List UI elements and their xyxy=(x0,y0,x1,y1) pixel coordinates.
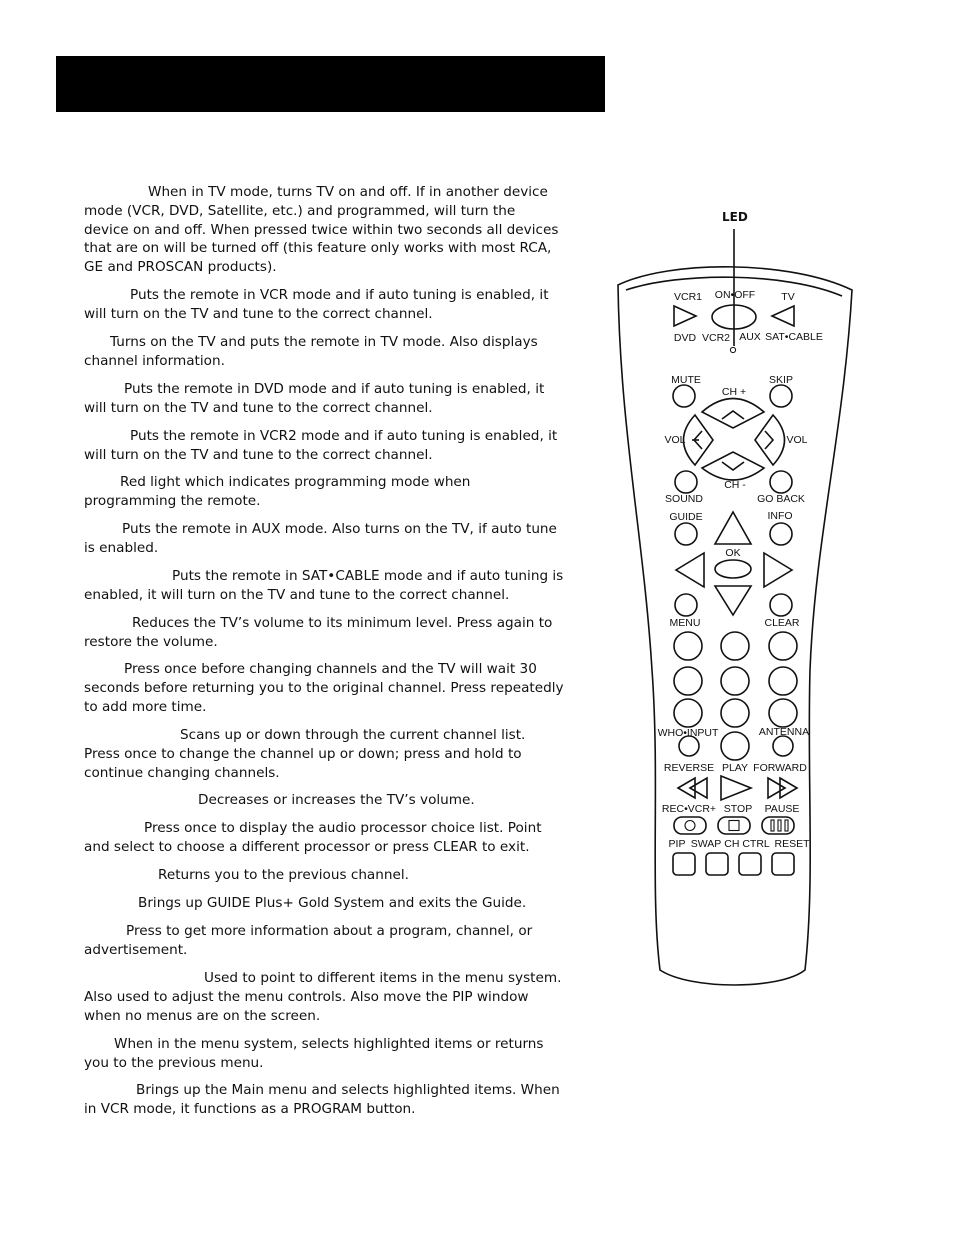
description-paragraph xyxy=(84,183,564,277)
ch-ctrl-button xyxy=(739,853,761,875)
arrow-up-button xyxy=(715,512,751,544)
number-button-0 xyxy=(721,732,749,760)
description-text: Decreases or increases the TV’s volume. xyxy=(198,792,475,808)
tv-button xyxy=(772,306,794,326)
description-paragraph xyxy=(84,969,564,1025)
vol-up-button xyxy=(755,415,785,465)
menu-button xyxy=(675,594,697,616)
description-paragraph xyxy=(84,1035,564,1073)
arrow-right-button xyxy=(764,553,792,587)
description-text: Brings up the Main menu and selects highlighted items. When in VCR mode, it functions as a PROGRAM button. xyxy=(84,1082,560,1117)
remote-illustration xyxy=(610,200,860,1000)
number-button-1 xyxy=(674,632,702,660)
guide-button xyxy=(675,523,697,545)
arrow-down-button xyxy=(715,586,751,615)
rec-vcr-button xyxy=(674,817,706,834)
description-text: Returns you to the previous channel. xyxy=(158,867,409,883)
description-text: Puts the remote in DVD mode and if auto tuning is enabled, it will turn on the TV and tune to the correct channel. xyxy=(84,381,545,416)
on-off-label: ON•OFF xyxy=(714,289,756,301)
rec-vcr-label: REC•VCR+ xyxy=(661,803,717,815)
description-paragraph xyxy=(84,427,564,465)
description-paragraph xyxy=(84,333,564,371)
menu-label: MENU xyxy=(669,617,701,629)
number-button-2 xyxy=(721,632,749,660)
clear-button xyxy=(770,594,792,616)
description-text: Turns on the TV and puts the remote in TV mode. Also displays channel information. xyxy=(84,334,538,369)
reverse-button xyxy=(678,778,707,798)
description-text: When in the menu system, selects highlighted items or returns you to the previous menu. xyxy=(84,1036,544,1071)
guide-label: GUIDE xyxy=(669,511,703,523)
description-text: Puts the remote in VCR2 mode and if auto tuning is enabled, it will turn on the TV and tune to the correct channel. xyxy=(84,428,558,463)
reverse-label: REVERSE xyxy=(663,762,715,774)
stop-button xyxy=(718,817,750,834)
go-back-label: GO BACK xyxy=(757,493,805,505)
description-paragraph xyxy=(84,866,564,885)
vcr2-label: VCR2 xyxy=(701,332,731,344)
swap-label: SWAP xyxy=(690,838,722,850)
vol-right-label: VOL xyxy=(786,434,808,446)
ch-ctrl-label: CH CTRL xyxy=(724,838,770,850)
led-label: LED xyxy=(722,210,748,224)
antenna-label: ANTENNA xyxy=(758,726,810,738)
description-text: When in TV mode, turns TV on and off. If in another device mode (VCR, DVD, Satellite, etc.) and programmed, will turn the device on and off. When pressed twice within two seconds all devices that are on will be turned off (this feature only works with most RCA, GE and PROSCAN products). xyxy=(84,184,559,276)
play-button xyxy=(721,776,751,800)
remote-body xyxy=(618,267,852,985)
description-text: Red light which indicates programming mode when programming the remote. xyxy=(84,474,471,509)
description-text: Press once to display the audio processor choice list. Point and select to choose a different processor or press CLEAR to exit. xyxy=(84,820,542,855)
play-label: PLAY xyxy=(721,762,749,774)
sound-label: SOUND xyxy=(665,493,703,505)
description-text: Puts the remote in SAT•CABLE mode and if auto tuning is enabled, it will turn on the TV and tune to the correct channel. xyxy=(84,568,564,603)
forward-label: FORWARD xyxy=(753,762,807,774)
mute-label: MUTE xyxy=(671,374,701,386)
number-button-5 xyxy=(721,667,749,695)
description-paragraph xyxy=(84,894,564,913)
arrow-left-button xyxy=(676,553,704,587)
clear-label: CLEAR xyxy=(764,617,800,629)
info-button xyxy=(770,523,792,545)
description-paragraph xyxy=(84,1081,564,1119)
ok-label: OK xyxy=(725,547,741,559)
number-button-4 xyxy=(674,667,702,695)
vol-left-label: VOL xyxy=(664,434,686,446)
vcr1-button xyxy=(674,306,696,326)
description-paragraph xyxy=(84,380,564,418)
skip-label: SKIP xyxy=(769,374,793,386)
pip-label: PIP xyxy=(668,838,686,850)
description-paragraph xyxy=(84,473,564,511)
stop-label: STOP xyxy=(723,803,753,815)
mute-button xyxy=(673,385,695,407)
dvd-label: DVD xyxy=(673,332,697,344)
description-paragraph xyxy=(84,614,564,652)
ok-button xyxy=(715,560,751,578)
description-text: Brings up GUIDE Plus+ Gold System and exits the Guide. xyxy=(138,895,527,911)
description-text: Reduces the TV’s volume to its minimum level. Press again to restore the volume. xyxy=(84,615,553,650)
description-text: Scans up or down through the current channel list. Press once to change the channel up or down; press and hold to continue changing channels. xyxy=(84,727,526,781)
description-paragraph xyxy=(84,660,564,716)
who-input-label: WHO•INPUT xyxy=(657,727,719,739)
reset-button xyxy=(772,853,794,875)
description-paragraph xyxy=(84,520,564,558)
sound-button xyxy=(675,471,697,493)
who-input-button xyxy=(679,736,699,756)
led-indicator xyxy=(730,347,735,352)
ch-minus-label: CH - xyxy=(724,479,746,491)
number-button-6 xyxy=(769,667,797,695)
tv-label: TV xyxy=(781,291,795,303)
sat-cable-label: SAT•CABLE xyxy=(765,331,823,343)
number-button-7 xyxy=(674,699,702,727)
description-text: Press once before changing channels and the TV will wait 30 seconds before returning you to the original channel. Press repeatedly to add more time. xyxy=(84,661,564,715)
header-bar xyxy=(56,56,605,112)
description-text: Puts the remote in AUX mode. Also turns on the TV, if auto tune is enabled. xyxy=(84,521,557,556)
description-paragraph xyxy=(84,567,564,605)
aux-label: AUX xyxy=(739,331,761,343)
description-text: Used to point to different items in the menu system. Also used to adjust the menu controls. Also move the PIP window when no menus are on the screen. xyxy=(84,970,562,1024)
description-paragraph xyxy=(84,726,564,782)
number-button-9 xyxy=(769,699,797,727)
description-paragraph xyxy=(84,286,564,324)
ch-down-button xyxy=(702,452,764,480)
description-text: Puts the remote in VCR mode and if auto tuning is enabled, it will turn on the TV and tune to the correct channel. xyxy=(84,287,549,322)
number-button-8 xyxy=(721,699,749,727)
antenna-button xyxy=(773,736,793,756)
description-paragraph xyxy=(84,791,564,810)
description-text: Press to get more information about a program, channel, or advertisement. xyxy=(84,923,533,958)
vcr1-label: VCR1 xyxy=(673,291,703,303)
description-paragraph xyxy=(84,922,564,960)
reset-label: RESET xyxy=(774,838,810,850)
pip-button xyxy=(673,853,695,875)
info-label: INFO xyxy=(767,510,793,522)
skip-button xyxy=(770,385,792,407)
number-button-3 xyxy=(769,632,797,660)
swap-button xyxy=(706,853,728,875)
go-back-button xyxy=(770,471,792,493)
ch-plus-label: CH + xyxy=(721,386,747,398)
ch-up-button xyxy=(702,399,764,429)
description-paragraph xyxy=(84,819,564,857)
forward-button xyxy=(768,778,797,798)
pause-label: PAUSE xyxy=(764,803,800,815)
